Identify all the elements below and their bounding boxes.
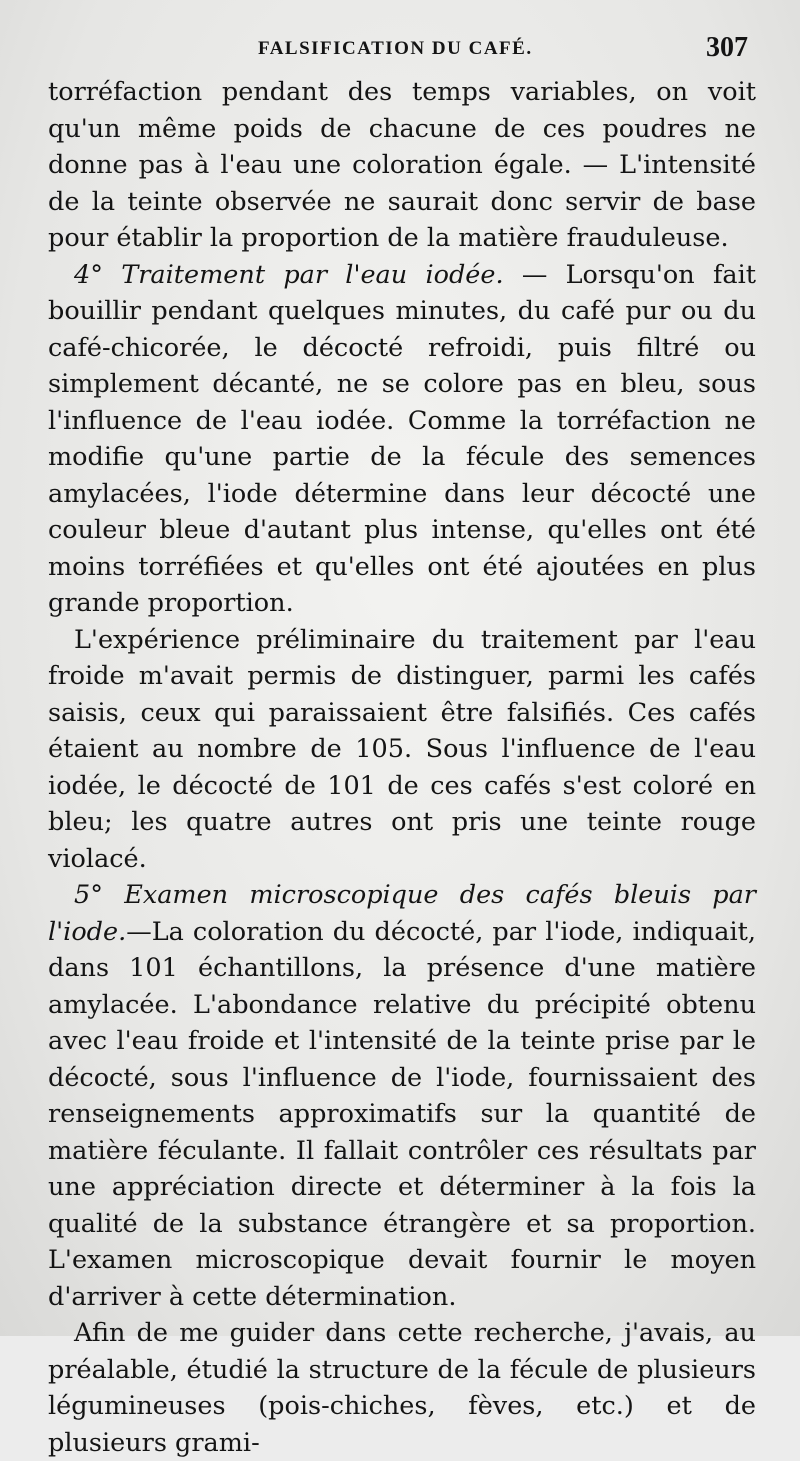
paragraph-section-5 [48,877,756,1315]
section-heading: 5° Examen microscopique des cafés bleuis par l'iode. [48,880,756,947]
paragraph-text: Afin de me guider dans cette recherche, j'avais, au préalable, étudié la structure de la fécule de plusieurs légumineuses (pois-chiches, fèves, etc.) et de plusieurs grami- [48,1318,756,1458]
running-head [48,30,756,74]
paragraph-text: —La coloration du décocté, par l'iode, indiquait, dans 101 échantillons, la présence d'une matière amylacée. L'abondance relative du précipité obtenu avec l'eau froide et l'intensité de la teinte prise par le décocté, sous l'influence de l'iode, fournissaient des renseignements approximatifs sur la quantité de matière féculante. Il fallait contrôler ces résultats par une appréciation directe et déterminer à la fois la qualité de la substance étrangère et sa proportion. L'examen microscopique devait fournir le moyen d'arriver à cette détermination. [48,916,756,1312]
paragraph [48,622,756,878]
section-heading: 4° Traitement par l'eau iodée. [74,259,504,290]
body-text [48,74,756,1461]
paragraph-text: torréfaction pendant des temps variables, on voit qu'un même poids de chacune de ces poudres ne donne pas à l'eau une coloration égale. — L'intensité de la teinte observée ne saurait donc servir de base pour établir la proportion de la matière frauduleuse. [48,77,756,253]
page-number: 307 [706,32,748,63]
paragraph-section-4 [48,257,756,622]
paragraph [48,1315,756,1461]
paragraph-text: L'expérience préliminaire du traitement par l'eau froide m'avait permis de distinguer, parmi les cafés saisis, ceux qui paraissaient être falsifiés. Ces cafés étaient au nombre de 105. Sous l'influence de l'eau iodée, le décocté de 101 de ces cafés s'est coloré en bleu; les quatre autres ont pris une teinte rouge violacé. [48,624,756,874]
paragraph-text: — Lorsqu'on fait bouillir pendant quelques minutes, du café pur ou du café-chicorée, le décocté refroidi, puis filtré ou simplement décanté, ne se colore pas en bleu, sous l'influence de l'eau iodée. Comme la torréfaction ne modifie qu'une partie de la fécule des semences amylacées, l'iode détermine dans leur décocté une couleur bleue d'autant plus intense, qu'elles ont été moins torréfiées et qu'elles ont été ajoutées en plus grande proportion. [48,259,756,618]
running-head-title: FALSIFICATION DU CAFÉ. [258,38,533,59]
paragraph-continuation [48,74,756,257]
